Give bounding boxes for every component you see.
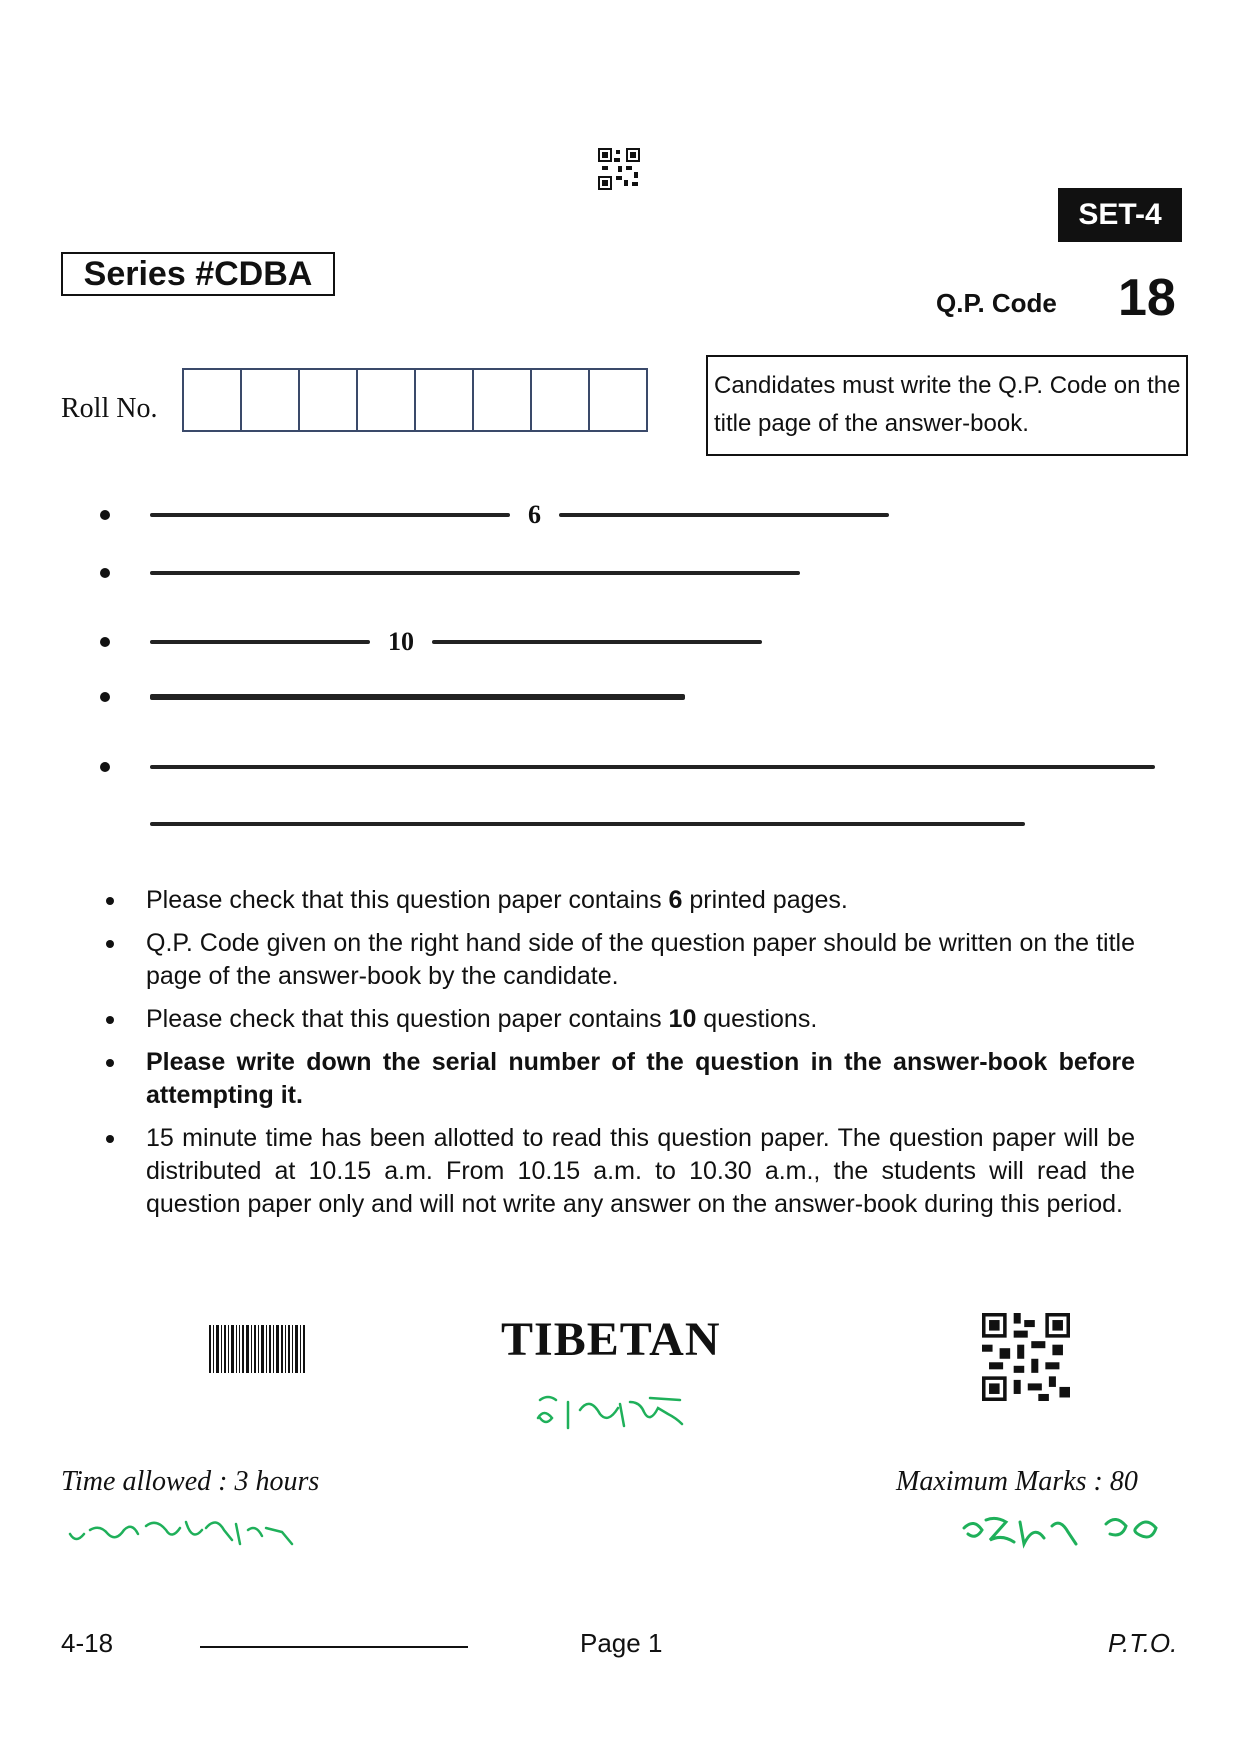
instruction-item (100, 1122, 1135, 1221)
handwritten-signature (960, 1508, 1170, 1560)
instruction-text: Please check that this question paper contains 6 printed pages. (146, 886, 848, 914)
bullet (100, 927, 146, 993)
qr-code-icon (598, 148, 640, 190)
tibetan-instruction (100, 568, 800, 578)
tibetan-text (150, 513, 510, 517)
footer-divider (200, 1646, 468, 1648)
handwritten-signature (530, 1388, 710, 1436)
tibetan-instruction (100, 762, 1155, 772)
handwritten-signature (66, 1512, 306, 1558)
instruction-text: 15 minute time has been allotted to read this question paper. The question paper will be distributed at 10.15 a.m. From 10.15 a.m. to 10.30 a.m., the students will read the question paper only and will not write any answer on the answer-book during this period. (146, 1124, 1135, 1218)
roll-no-box[interactable] (242, 370, 300, 430)
tibetan-text (150, 822, 1025, 826)
bullet (100, 1122, 146, 1221)
subject-title: TIBETAN (501, 1313, 721, 1366)
bullet (100, 637, 110, 647)
tibetan-number: 6 (528, 500, 541, 529)
instruction-text: Please check that this question paper contains 10 questions. (146, 1005, 818, 1033)
set-badge: SET-4 (1058, 188, 1182, 242)
footer-paper-code: 4-18 (61, 1628, 114, 1658)
series-label: Series #CDBA (61, 252, 335, 296)
footer-pto: P.T.O. (1108, 1628, 1178, 1658)
maximum-marks: Maximum Marks : 80 (896, 1466, 1138, 1497)
time-allowed: Time allowed : 3 hours (61, 1466, 320, 1497)
roll-no-box[interactable] (184, 370, 242, 430)
qp-code-value: 18 (1118, 269, 1176, 327)
qp-code-label: Q.P. Code (936, 288, 1057, 318)
english-instructions (100, 884, 1135, 1231)
instruction-item (100, 884, 1135, 917)
candidate-note: Candidates must write the Q.P. Code on the title page of the answer-book. (706, 355, 1188, 456)
roll-no-box[interactable] (416, 370, 474, 430)
bullet (100, 1046, 146, 1112)
bullet (100, 762, 110, 772)
bullet (100, 510, 110, 520)
roll-no-box[interactable] (532, 370, 590, 430)
roll-no-box[interactable] (474, 370, 532, 430)
roll-no-box[interactable] (590, 370, 646, 430)
tibetan-instruction (100, 627, 762, 657)
roll-no-box[interactable] (358, 370, 416, 430)
bullet (100, 692, 110, 702)
tibetan-instruction (100, 500, 889, 530)
instruction-item (100, 1003, 1135, 1036)
barcode-icon (209, 1325, 311, 1373)
roll-no-boxes[interactable] (182, 368, 648, 432)
tibetan-instruction-continued (150, 822, 1025, 826)
instruction-text: Q.P. Code given on the right hand side of the question paper should be written on the title page of the answer-book by the candidate. (146, 929, 1135, 990)
footer-page-number: Page 1 (580, 1628, 663, 1658)
roll-no-label: Roll No. (61, 393, 158, 424)
qr-code-icon (982, 1313, 1070, 1401)
tibetan-text (432, 640, 762, 644)
instruction-item (100, 927, 1135, 993)
tibetan-text (559, 513, 889, 517)
bullet (100, 1003, 146, 1036)
instruction-item (100, 1046, 1135, 1112)
bullet (100, 884, 146, 917)
tibetan-instruction (100, 692, 685, 702)
tibetan-number: 10 (388, 627, 414, 656)
instruction-text: Please write down the serial number of the question in the answer-book before attempting it. (146, 1048, 1135, 1109)
roll-no-box[interactable] (300, 370, 358, 430)
bullet (100, 568, 110, 578)
tibetan-text (150, 640, 370, 644)
tibetan-text (150, 765, 1155, 769)
tibetan-text (150, 694, 685, 700)
tibetan-text (150, 571, 800, 575)
